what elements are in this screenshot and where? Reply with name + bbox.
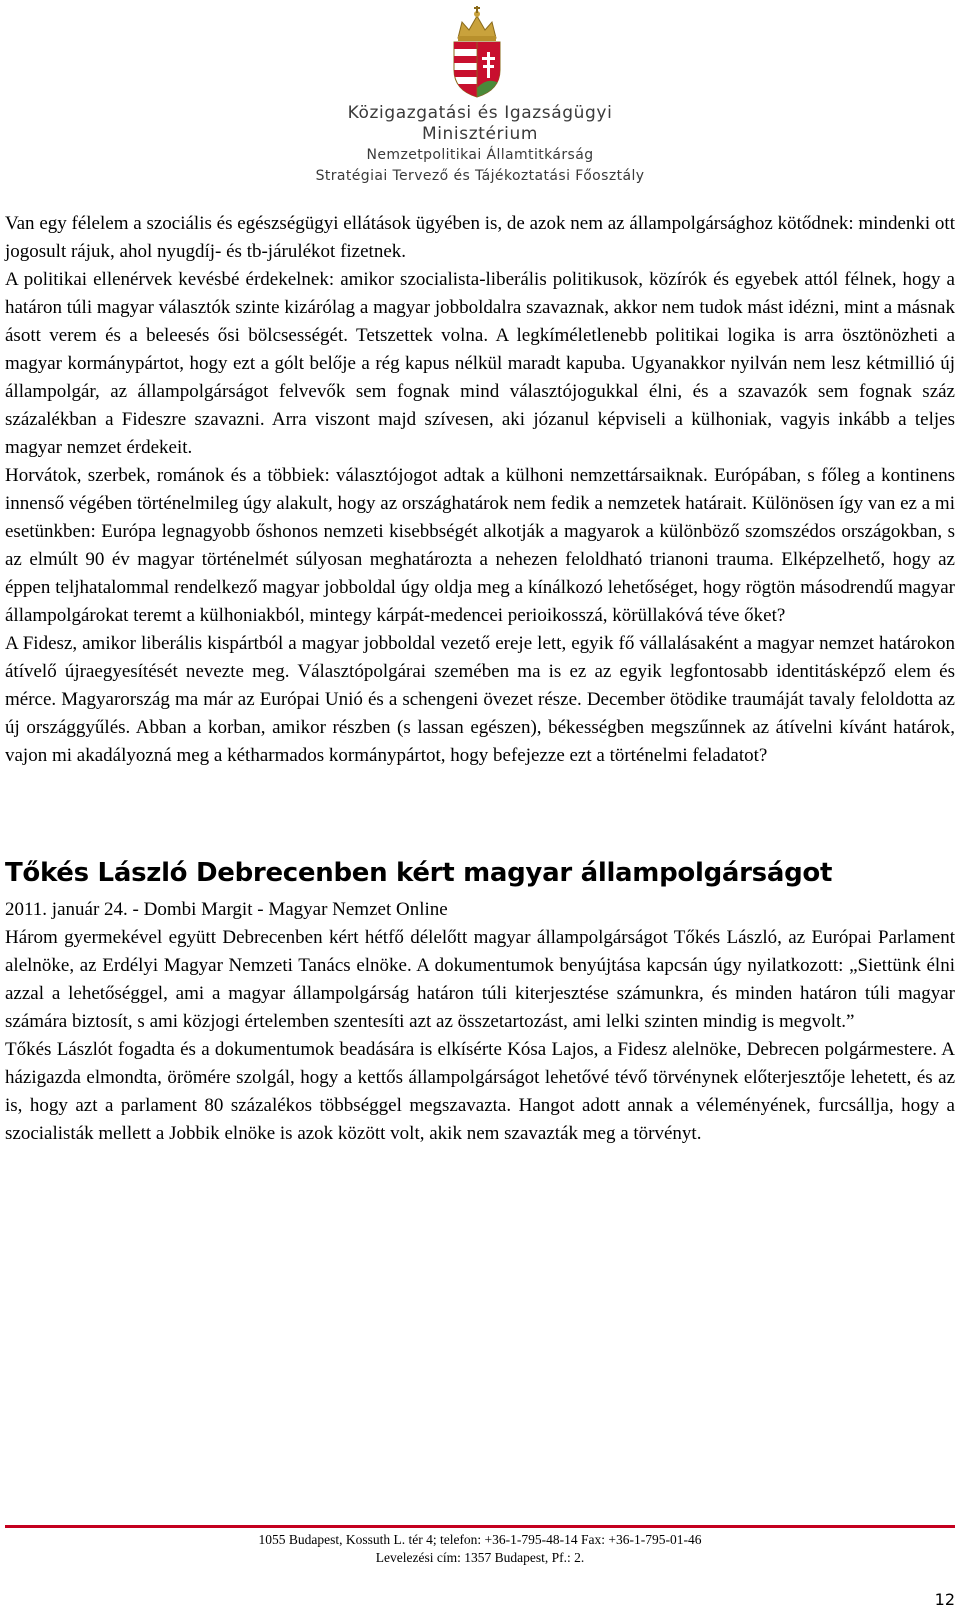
org-name-line2: Minisztérium [421,124,539,144]
org-name-line4: Stratégiai Tervező és Tájékoztatási Főosztály [315,168,645,184]
body-paragraph-4: A Fidesz, amikor liberális kispártból a magyar jobboldal vezető ereje lett, egyik fő vállalásaként a magyar nemzet határokon átívelő újraegyesítését nevezte meg. Választópolgárai szemében ma is ez az egyik legfontosabb identitásképző elem és mérce. Magyarország ma már az Európai Unió és a schengeni övezet része. December ötödike traumáját tavaly feloldotta az új országgyűlés. Abban a korban, amikor részben (s lassan egészen), békességben megszűnnek az átívelni kívánt határok, vajon mi akadályozná meg a kétharmados kormánypártot, hogy befejezze ezt a történelmi feladatot? [5,633,955,766]
article-paragraph-2: Tőkés Lászlót fogadta és a dokumentumok beadására is elkísérte Kósa Lajos, a Fidesz alelnöke, Debrecen polgármestere. A házigazda elmondta, örömére szolgál, hogy a kettős állampolgárságot lehetővé tévő törvénynek előterjesztője lehetett, és az is, hogy azt a parlament 80 százalékos többséggel megszavazta. Hangot adott annak a véleményének, furcsállja, hogy a szocialisták mellett a Jobbik elnöke is azok között volt, akik nem szavazták meg a törvényt. [5,1039,955,1144]
page-number: 12 [934,1590,955,1609]
body-paragraph-3: Horvátok, szerbek, románok és a többiek: választójogot adtak a külhoni nemzettársaiknak. Európában, s főleg a kontinens innenső végében történelmileg úgy alakult, hogy az országhatárok nem fedik a nemzetek határait. Különösen így van ez a mi esetünkben: Európa legnagyobb őshonos nemzeti kisebbségét alkotják a magyarok a különböző szomszédos országokban, s az elmúlt 90 év magyar történelmét súlyosan meghatározta a nehezen feloldható trianoni trauma. Elképzelhető, hogy az éppen teljhatalommal rendelkező magyar jobboldal úgy oldja meg a kínálkozó lehetőséget, hogy rögtön másodrendű magyar állampolgárokat teremt a külhoniakból, mintegy kárpát-medencei perioikosszá, körüllakóvá téve őket? [5,465,955,626]
footer-mail: Levelezési cím: 1357 Budapest, Pf.: 2. [375,1550,585,1565]
article-byline: 2011. január 24. - Dombi Margit - Magyar Nemzet Online [5,899,448,920]
hungarian-coat-of-arms-icon [448,4,506,98]
org-name-line1: Közigazgatási és Igazságügyi [347,103,613,123]
article-paragraph-1: Három gyermekével együtt Debrecenben kért hétfő délelőtt magyar állampolgárságot Tőkés László, az Európai Parlament alelnöke, az Erdélyi Magyar Nemzeti Tanács elnöke. A dokumentumok benyújtása kapcsán úgy nyilatkozott: „Siettünk élni azzal a lehetőséggel, ami a magyar állampolgárság határon túli kiterjesztése számunkra, és minden határon túli magyar számára biztosít, s ami közjogi értelemben szentesíti azt az összetartozást, ami lelki szinten mindig is megvolt.” [5,927,955,1032]
article-title: Tőkés László Debrecenben kért magyar állampolgárságot [5,858,833,888]
document-body [5,210,955,1148]
footer-address: 1055 Budapest, Kossuth L. tér 4; telefon: +36-1-795-48-14 Fax: +36-1-795-01-46 [258,1532,702,1547]
body-paragraph-2: A politikai ellenérvek kevésbé érdekelnek: amikor szocialista-liberális politikusok, közírók és egyebek attól félnek, hogy a határon túli magyar választók szinte kizárólag a magyar jobboldalra szavaznak, akkor nem tudok mást idézni, mint a másnak ásott verem és a beleesés ősi bölcsességét. Tetszettek volna. A legkíméletlenebb politikai logika is arra ösztönözheti a magyar kormánypártot, hogy ezt a gólt belője a rég kapus nélkül maradt kapuba. Ugyanakkor nyilván nem lesz kétmillió új állampolgár, az állampolgárságot felvevők sem fognak mind választójogukkal élni, és a szavazók sem fognak száz százalékban a Fideszre szavazni. Arra viszont majd szívesen, aki józanul képviseli a külhoniak, vagyis inkább a teljes magyar nemzet érdekeit. [5,269,955,458]
footer-rule [5,1525,955,1528]
section-spacer [5,770,955,850]
body-paragraph-1: Van egy félelem a szociális és egészségügyi ellátások ügyében is, de azok nem az állampolgársághoz kötődnek: mindenki ott jogosult rájuk, ahol nyugdíj- és tb-járulékot fizetnek. [5,213,955,262]
letterhead [0,0,960,190]
org-name-line3: Nemzetpolitikai Államtitkárság [366,147,594,163]
